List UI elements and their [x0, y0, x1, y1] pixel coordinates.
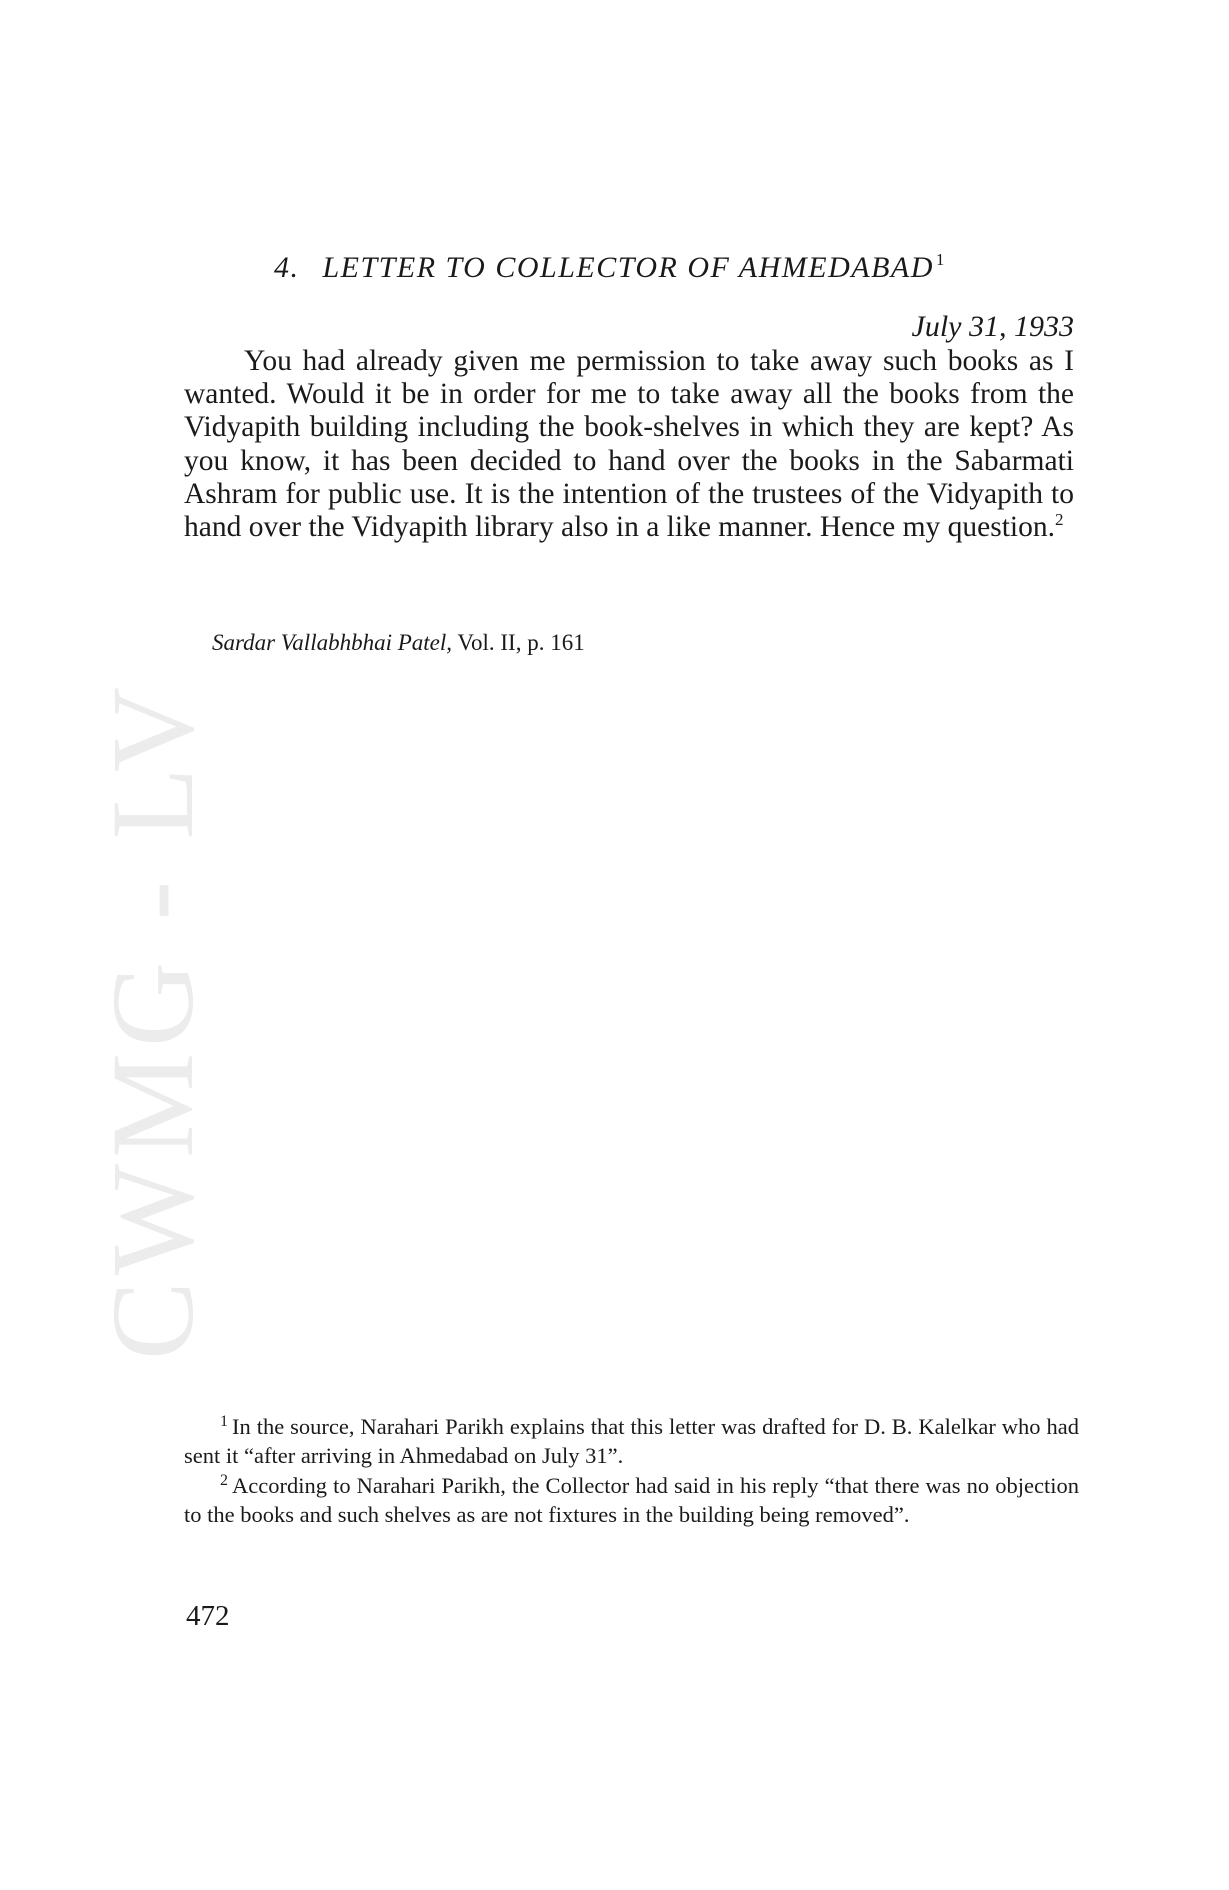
- source-details: Vol. II, p. 161: [457, 630, 585, 655]
- heading-title: LETTER TO COLLECTOR OF AHMEDABAD: [322, 251, 934, 284]
- watermark-text: CWMG - LV: [87, 681, 218, 1360]
- footnote: [184, 1471, 1079, 1529]
- body-paragraph: [184, 345, 1074, 544]
- footnote-marker: 1: [220, 1413, 228, 1430]
- source-title: Sardar Vallabhbhai Patel,: [212, 630, 453, 655]
- page-number: 472: [186, 1600, 230, 1632]
- footnote-marker: 2: [220, 1472, 228, 1489]
- heading-number: 4.: [274, 251, 300, 284]
- footnote-text: According to Narahari Parikh, the Collector had said in his reply “that there was no objection to the books and such shelves as are not fixtures in the building being removed”.: [184, 1473, 1079, 1527]
- footnote: [184, 1412, 1079, 1470]
- watermark: [87, 540, 218, 1360]
- letter-heading: [274, 250, 946, 285]
- heading-footnote-ref: 1: [935, 250, 946, 269]
- source-citation: [212, 630, 585, 656]
- letter-date: July 31, 1933: [911, 310, 1074, 343]
- body-paragraph-text: You had already given me permission to take away such books as I wanted. Would it be in order for me to take away all the books from the Vidyapith building including the book-shelves in which they are kept? As you know, it has been decided to hand over the books in the Sabarmati Ashram for public use. It is the intention of the trustees of the Vidyapith to hand over the Vidyapith library also in a like manner. Hence my question.: [184, 345, 1074, 544]
- footnotes: [184, 1412, 1079, 1529]
- body-footnote-ref: 2: [1055, 510, 1064, 530]
- footnote-text: In the source, Narahari Parikh explains that this letter was drafted for D. B. Kalelkar who had sent it “after arriving in Ahmedabad on July 31”.: [184, 1414, 1079, 1468]
- letter-body: [184, 345, 1074, 544]
